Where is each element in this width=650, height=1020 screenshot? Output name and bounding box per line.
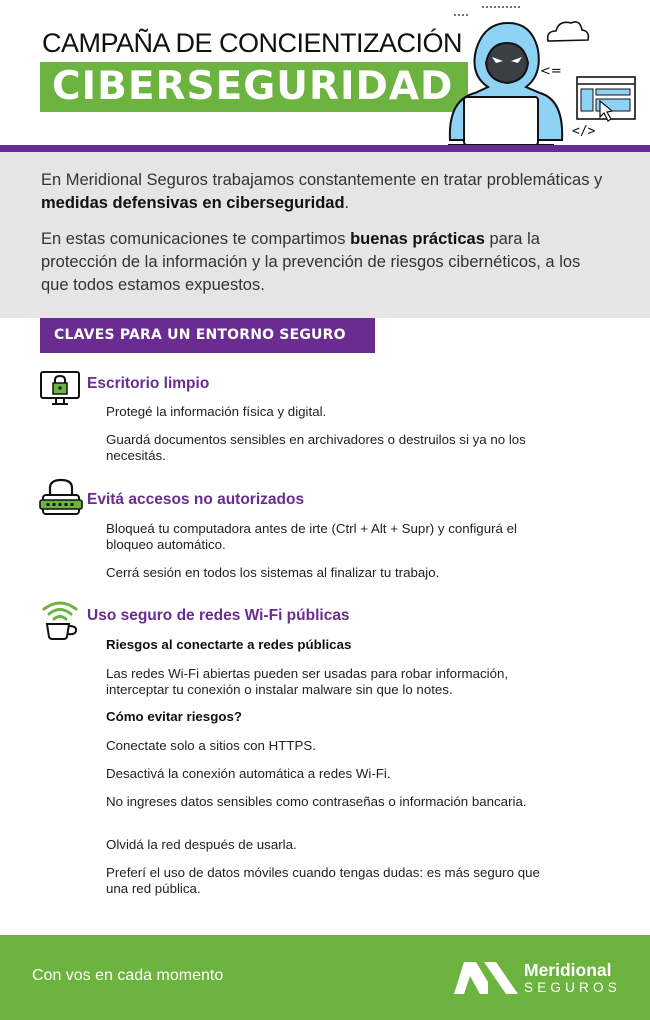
list-item: Cerrá sesión en todos los sistemas al finalizar tu trabajo. xyxy=(106,565,440,580)
header xyxy=(0,0,650,145)
list-item: Preferí el uso de datos móviles cuando tengas dudas: es más seguro que una red pública. xyxy=(106,865,540,896)
hacker-illustration-icon xyxy=(440,5,650,145)
code-glyph: </> xyxy=(572,124,596,139)
list-item: Bloqueá tu computadora antes de irte (Ctrl + Alt + Supr) y configurá el bloqueo automático. xyxy=(106,521,517,552)
logo-subtitle: SEGUROS xyxy=(524,980,621,995)
section-title-unauthorized-access: Evitá accesos no autorizados xyxy=(87,491,305,508)
meridional-logo-icon xyxy=(454,962,518,994)
header-divider xyxy=(0,145,650,152)
monitor-lock-icon xyxy=(39,370,81,406)
list-item: Las redes Wi-Fi abiertas pueden ser usadas para robar información, interceptar tu conexión o instalar malware sin que lo notes. xyxy=(106,666,509,697)
arrow-glyph: <= xyxy=(540,64,562,79)
list-item: Guardá documentos sensibles en archivadores o destruilos si ya no los necesitás. xyxy=(106,432,526,463)
subheading-avoid-risks: Cómo evitar riesgos? xyxy=(106,709,242,724)
intro-paragraph-1: En Meridional Seguros trabajamos constantemente en tratar problemáticas y medidas defensivas en ciberseguridad. xyxy=(41,171,603,212)
padlock-password-icon xyxy=(39,477,83,517)
list-item: No ingreses datos sensibles como contraseñas o información bancaria. xyxy=(106,794,527,809)
logo-wordmark: Meridional xyxy=(524,960,612,980)
section-label: CLAVES PARA UN ENTORNO SEGURO xyxy=(40,318,375,353)
list-item: Protegé la información física y digital. xyxy=(106,404,327,419)
list-item: Olvidá la red después de usarla. xyxy=(106,837,297,852)
section-title-public-wifi: Uso seguro de redes Wi-Fi públicas xyxy=(87,607,350,624)
list-item: Desactivá la conexión automática a redes Wi-Fi. xyxy=(106,766,391,781)
campaign-subtitle: CIBERSEGURIDAD xyxy=(52,64,454,109)
wifi-cup-icon xyxy=(40,597,80,641)
intro-paragraph-2: En estas comunicaciones te compartimos buenas prácticas para la protección de la información y la prevención de riesgos cibernéticos, a los que todos estamos expuestos. xyxy=(41,230,581,294)
footer-tagline: Con vos en cada momento xyxy=(32,967,224,984)
list-item: Conectate solo a sitios con HTTPS. xyxy=(106,738,316,753)
section-title-clean-desk: Escritorio limpio xyxy=(87,375,210,392)
intro-panel xyxy=(0,152,650,318)
campaign-title: CAMPAÑA DE CONCIENTIZACIÓN xyxy=(42,28,463,58)
subheading-risks: Riesgos al conectarte a redes públicas xyxy=(106,637,352,652)
